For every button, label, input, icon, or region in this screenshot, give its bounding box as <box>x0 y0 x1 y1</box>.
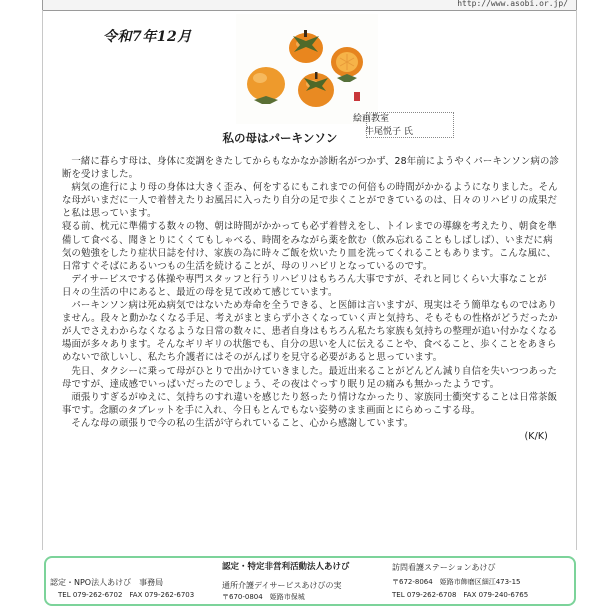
paragraph: パーキンソン病は死ぬ病気ではないため寿命を全うできる、と医師は言いますが、現実はそう簡単なものではありません。段々と動かなくなる手足、考えがまとまらず小さくなっていく声と気持ち、そもそもの性格がどうだったかが人でさえわからなくなるような日常の数々に、患者自身はもちろん私たち家族も気持ちの整理が追い付かなくなる場面が多々あります。そんなギリギリの状態でも、自分の思いを人に伝えることや、食べること、歩くことをあきらめないで欲しいし、私たち介護者にはそのがんばりを見守る必要があると思っています。 <box>62 300 558 364</box>
illustration-credit <box>353 112 454 138</box>
footer-center-contact: 〒670-0804 姫路市保城 <box>222 593 305 601</box>
issue-date: 令和7年12月 <box>103 29 192 45</box>
footer-right-contact: TEL 079-262-6708 FAX 079-240-6765 <box>392 591 529 599</box>
footer-left-org: 認定・NPO法人あけび 事務局 <box>50 578 164 587</box>
paragraph: 寝る前、枕元に準備する数々の物、朝は時間がかかっても必ず着替えをし、トイレまでの導線を考えたり、朝食を準備して食べる、聞きとりにくくてもしゃべる、時間をみながら薬を飲む（飲み忘れることもしばしば）、いまだに病気の勉強をしたり症状日誌を付け、家族の為に時々ご飯を炊いたり皿を洗ってくれることもあります。こんな風に、日常すぐそばにあるいつもの生活を続けることが、母のリハビリとなっているのです。 <box>62 221 557 272</box>
paragraph: デイサービスでする体操や専門スタッフと行うリハビリはもちろん大事ですが、それと同じくらい大事なことが日々の生活の中にあると、最近の母を見て改めて感じています。 <box>62 273 547 298</box>
paragraph: そんな母の頑張りで今の私の生活が守られていること、心から感謝しています。 <box>71 417 414 429</box>
footer-right-address: 〒672-8064 姫路市飾磨区細江473-15 <box>392 578 521 586</box>
footer-heading: 認定・特定非営利活動法人あけび <box>222 562 350 572</box>
author-initials: (K/K) <box>524 430 548 442</box>
article-body <box>62 155 562 443</box>
page-right-border <box>576 10 577 550</box>
artist-seal <box>354 92 360 101</box>
paragraph: 先日、タクシーに乗って母がひとりで出かけていきました。最近出来ることがどんどん減り自信を失いつつあった母ですが、達成感でいっぱいだったのでしょう、その夜はぐっすり眠り足の痛みも無かったようです。 <box>62 365 558 390</box>
page-top-border <box>42 0 577 11</box>
credit-org: 絵画教室 <box>353 114 390 124</box>
paragraph: 頑張りすぎるがゆえに、気持ちのすれ違いを感じたり怒ったり情けなかったり、家族同士衝突することは日常茶飯事です。念願のタブレットを手に入れ、今日もとんでもない姿勢のまま画面とにらめっこする母。 <box>62 391 558 416</box>
persimmons-illustration <box>236 14 378 124</box>
paragraph: 一緒に暮らす母は、身体に変調をきたしてからもなかなか診断名がつかず、28年前にようやくパーキンソン病の診断を受けました。 <box>62 156 560 181</box>
header-url: http://www.asobi.or.jp/ <box>457 0 568 8</box>
credit-name: 牛尾悦子 氏 <box>365 127 413 137</box>
footer-center-org: 通所介護デイサービスあけびの実 <box>222 581 342 590</box>
paragraph: 病気の進行により母の身体は大きく歪み、何をするにもこれまでの何倍もの時間がかかるようになりました。そんな母がいまだに一人で着替えたりお風呂に入ったり自分の足で歩くことができているのは、日々のリハビリの成果だと私は思っています。 <box>62 182 558 220</box>
footer-left-contact: TEL 079-262-6702 FAX 079-262-6703 <box>58 591 195 599</box>
footer-right-org: 訪問看護ステーションあけび <box>392 563 496 572</box>
page-left-border <box>42 10 43 550</box>
article-title: 私の母はパーキンソン <box>222 131 338 145</box>
